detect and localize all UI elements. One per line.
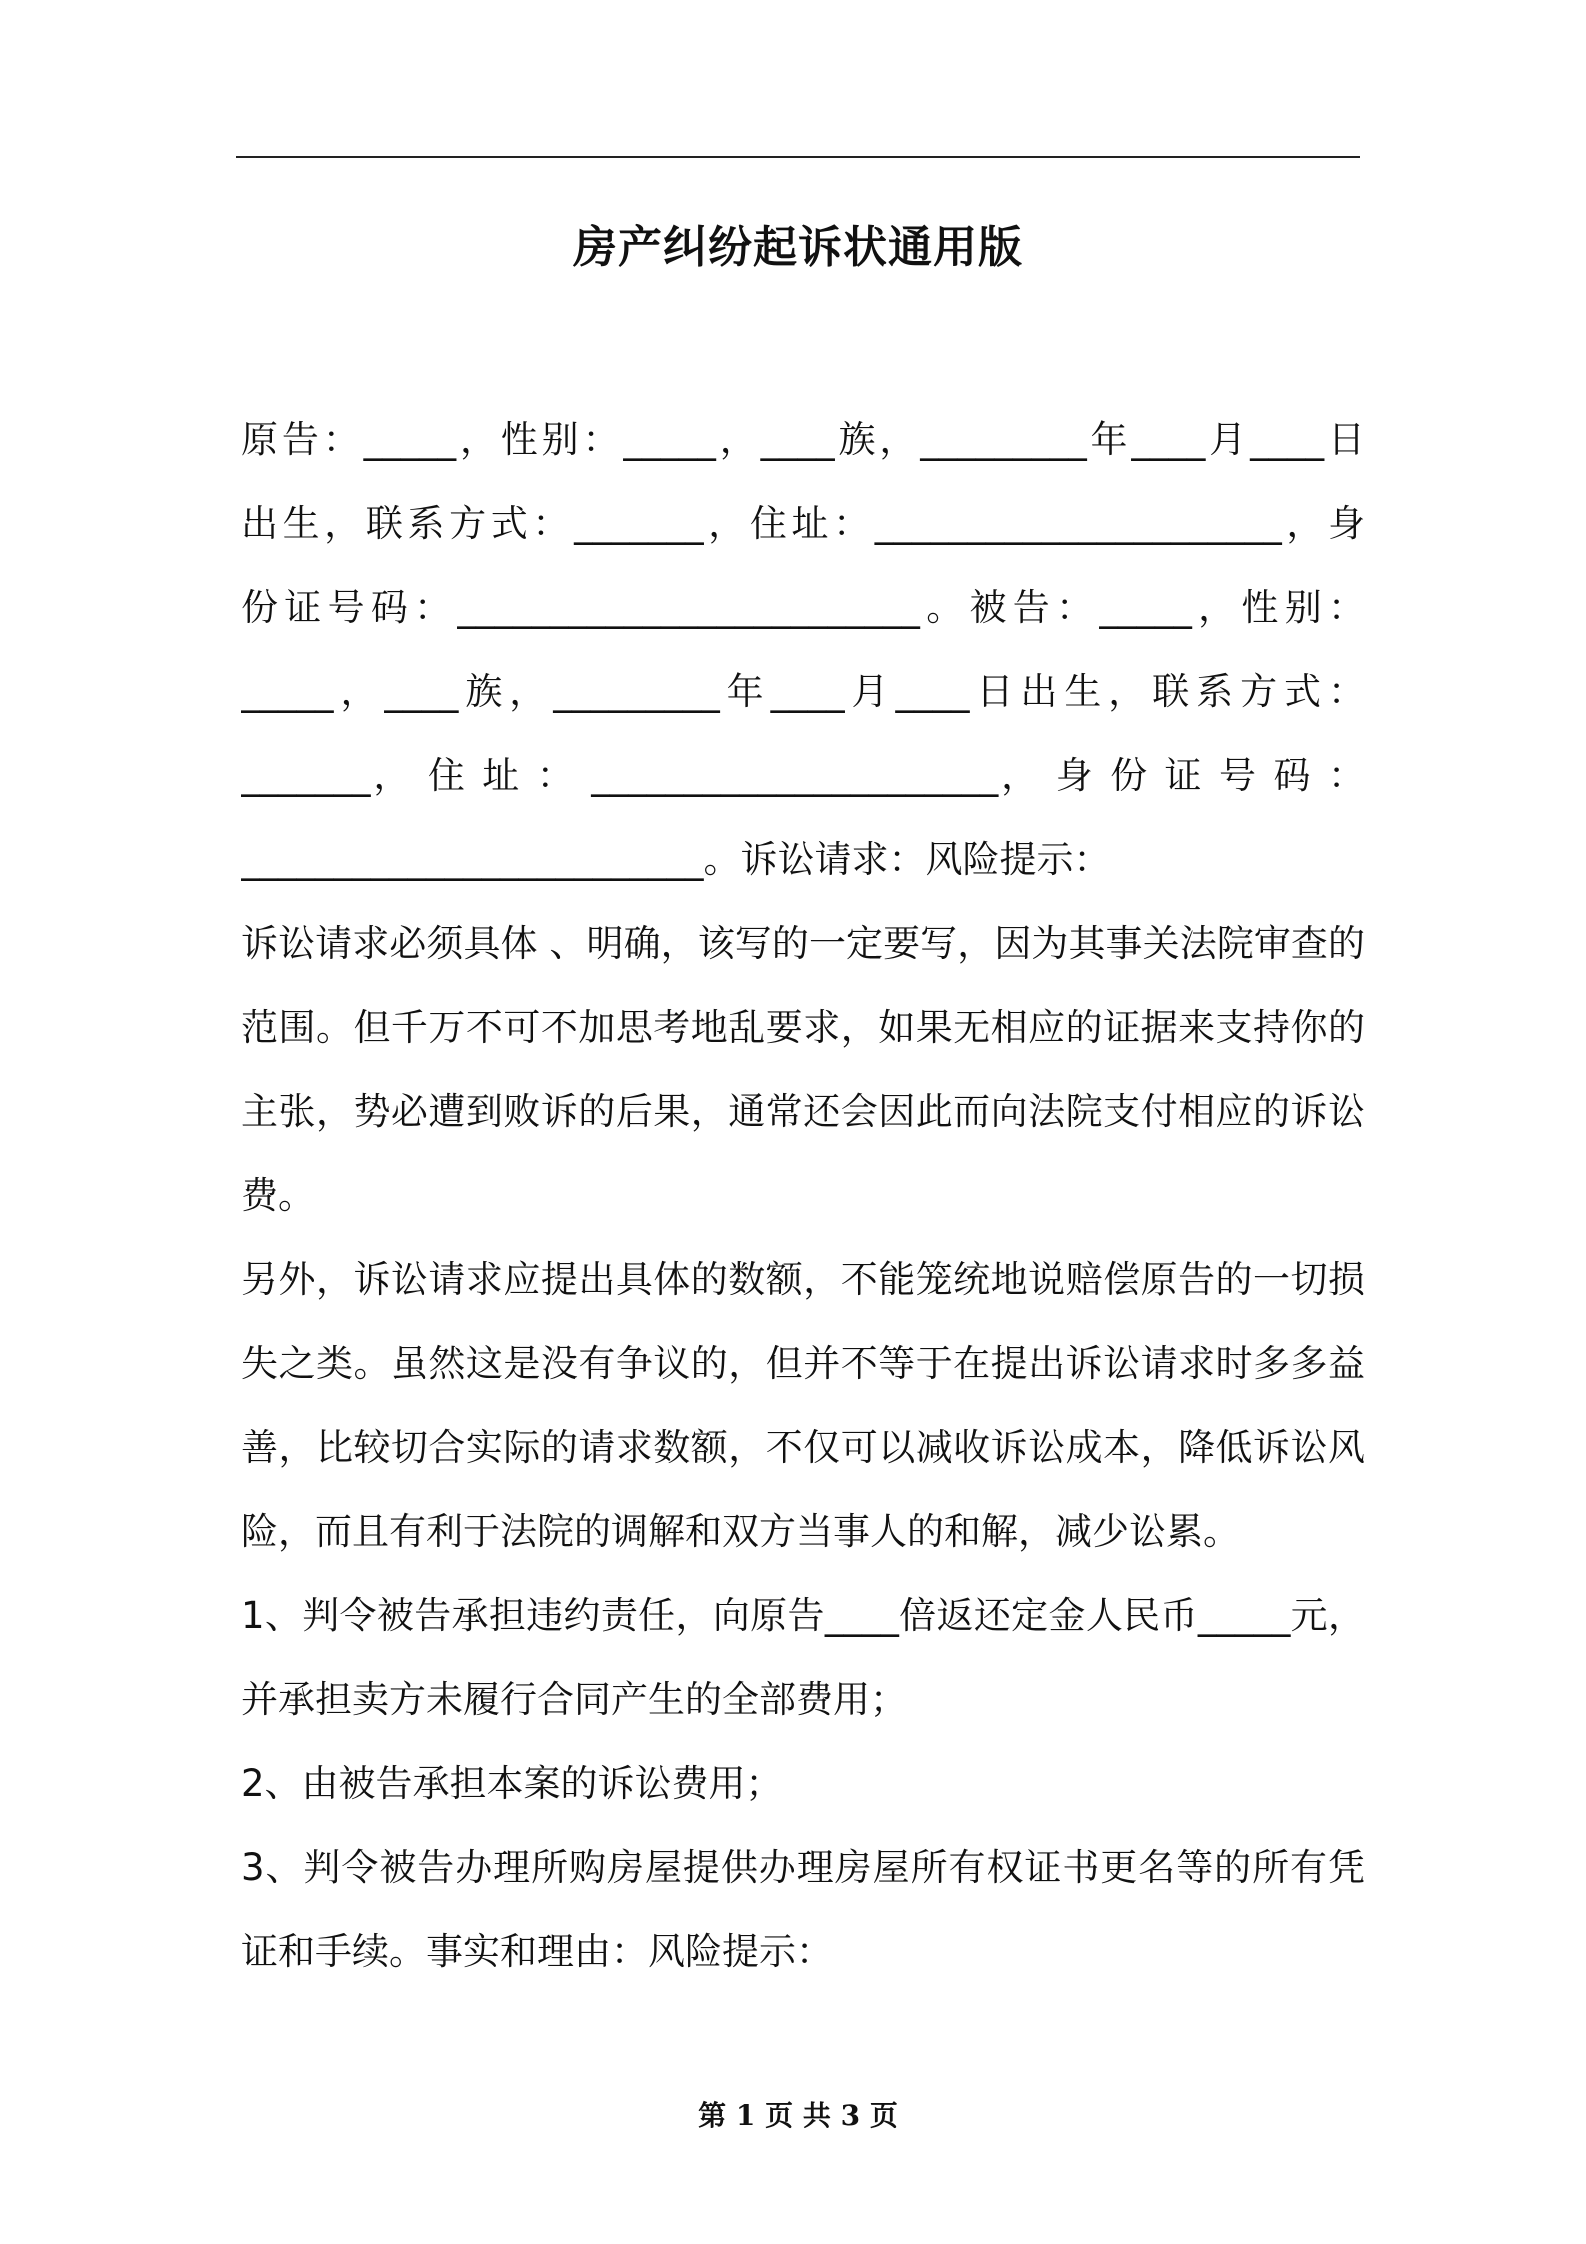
text-line: 份证号码：_________________________。被告：_____，性别： (241, 586, 1365, 629)
text-line: 证和手续。事实和理由：风险提示： (241, 1930, 833, 1973)
text-line: 并承担卖方未履行合同产生的全部费用； (241, 1678, 907, 1721)
text-line: 出生，联系方式：_______，住址：______________________，身 (241, 502, 1365, 545)
text-line: 另外，诉讼请求应提出具体的数额，不能笼统地说赔偿原告的一切损 (241, 1258, 1365, 1301)
text-line: 2、由被告承担本案的诉讼费用； (241, 1762, 783, 1805)
text-line: _____，____族，_________年____月____日出生，联系方式： (241, 670, 1365, 713)
text-line: _________________________。诉讼请求：风险提示： (241, 838, 1111, 881)
text-line: 诉讼请求必须具体 、明确，该写的一定要写，因为其事关法院审查的 (241, 922, 1365, 965)
document-body (241, 398, 1365, 1994)
text-line: 主张，势必遭到败诉的后果，通常还会因此而向法院支付相应的诉讼 (241, 1090, 1365, 1133)
text-line: 范围。但千万不可不加思考地乱要求，如果无相应的证据来支持你的 (241, 1006, 1365, 1049)
text-line: 费。 (241, 1174, 315, 1217)
text-line: 善，比较切合实际的请求数额，不仅可以减收诉讼成本，降低诉讼风 (241, 1426, 1365, 1469)
text-line: 失之类。虽然这是没有争议的，但并不等于在提出诉讼请求时多多益 (241, 1342, 1365, 1385)
text-line: 原告：_____，性别：_____，____族，_________年____月____日 (241, 418, 1365, 461)
page-number: 第 1 页 共 3 页 (698, 2099, 898, 2132)
document-title: 房产纠纷起诉状通用版 (573, 222, 1023, 273)
text-line: 险，而且有利于法院的调解和双方当事人的和解，减少讼累。 (241, 1510, 1240, 1553)
text-line: 1、判令被告承担违约责任，向原告____倍返还定金人民币_____元， (241, 1594, 1365, 1637)
text-line: _______， 住 址 ： ______________________， 身 份 证 号 码 ： (241, 754, 1365, 797)
text-line: 3、判令被告办理所购房屋提供办理房屋所有权证书更名等的所有凭 (241, 1846, 1365, 1889)
header-rule (236, 156, 1360, 158)
